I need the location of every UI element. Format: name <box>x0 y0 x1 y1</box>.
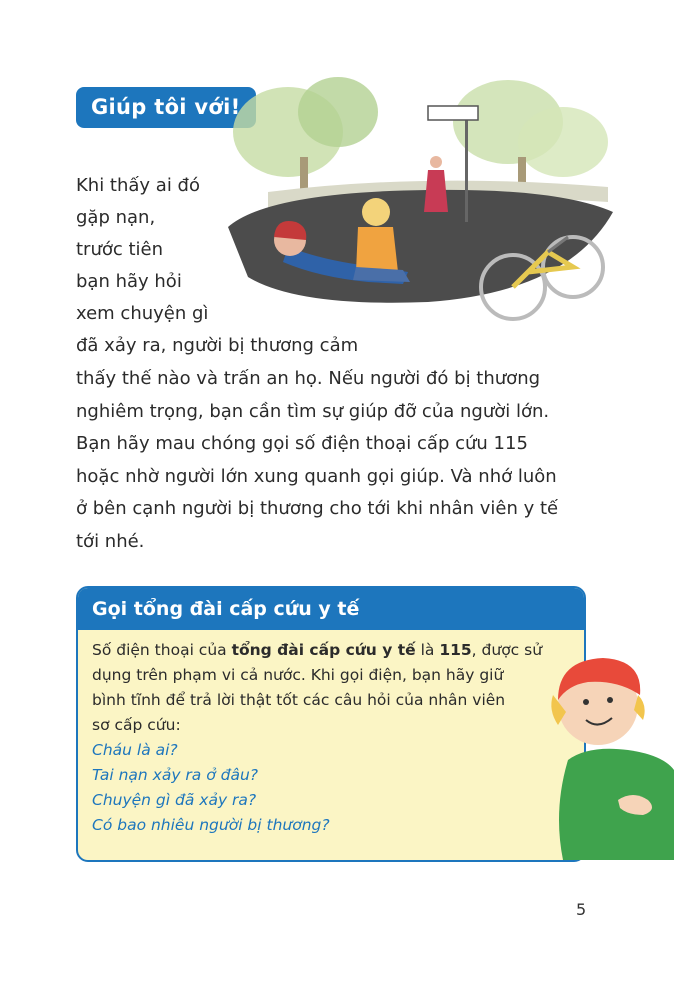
infobox-bold-hotline-name: tổng đài cấp cứu y tế <box>231 641 416 659</box>
question-item: Cháu là ai? <box>92 741 178 759</box>
infobox-bold-number: 115 <box>439 641 472 659</box>
page-title: Giúp tôi với! <box>76 87 256 128</box>
paragraph-line: gặp nạn, <box>76 207 156 228</box>
infobox-line: sơ cấp cứu: <box>92 716 181 734</box>
infobox-body <box>78 630 584 838</box>
paragraph-line: trước tiên <box>76 239 164 260</box>
infobox-text: Số điện thoại của <box>92 641 232 659</box>
paragraph-line: ở bên cạnh người bị thương cho tới khi nhân viên y tế <box>76 498 559 519</box>
paragraph-line: thấy thế nào và trấn an họ. Nếu người đó bị thương <box>76 368 541 389</box>
paragraph-line: Khi thấy ai đó <box>76 175 200 196</box>
infobox-text: , được sử <box>471 641 543 659</box>
accident-illustration <box>228 62 628 332</box>
infobox-text: là <box>415 641 440 659</box>
question-item: Chuyện gì đã xảy ra? <box>92 791 257 809</box>
page-number: 5 <box>576 900 587 919</box>
infobox-line: bình tĩnh để trả lời thật tốt các câu hỏi của nhân viên <box>92 691 506 709</box>
paragraph-line: đã xảy ra, người bị thương cảm <box>76 335 359 356</box>
paragraph-line: hoặc nhờ người lớn xung quanh gọi giúp. Và nhớ luôn <box>76 466 557 487</box>
paragraph-line: Bạn hãy mau chóng gọi số điện thoại cấp cứu 115 <box>76 433 528 454</box>
boy-illustration <box>548 650 674 860</box>
paragraph-line: xem chuyện gì <box>76 303 209 324</box>
paragraph-line: bạn hãy hỏi <box>76 271 182 292</box>
infobox-heading: Gọi tổng đài cấp cứu y tế <box>78 588 584 630</box>
question-item: Tai nạn xảy ra ở đâu? <box>92 766 259 784</box>
infobox-line: dụng trên phạm vi cả nước. Khi gọi điện, bạn hãy giữ <box>92 666 504 684</box>
infobox-line <box>92 638 570 663</box>
emergency-infobox <box>76 586 586 862</box>
question-item: Có bao nhiêu người bị thương? <box>92 816 330 834</box>
paragraph-line: nghiêm trọng, bạn cần tìm sự giúp đỡ của người lớn. <box>76 401 550 422</box>
paragraph-line: tới nhé. <box>76 531 145 552</box>
